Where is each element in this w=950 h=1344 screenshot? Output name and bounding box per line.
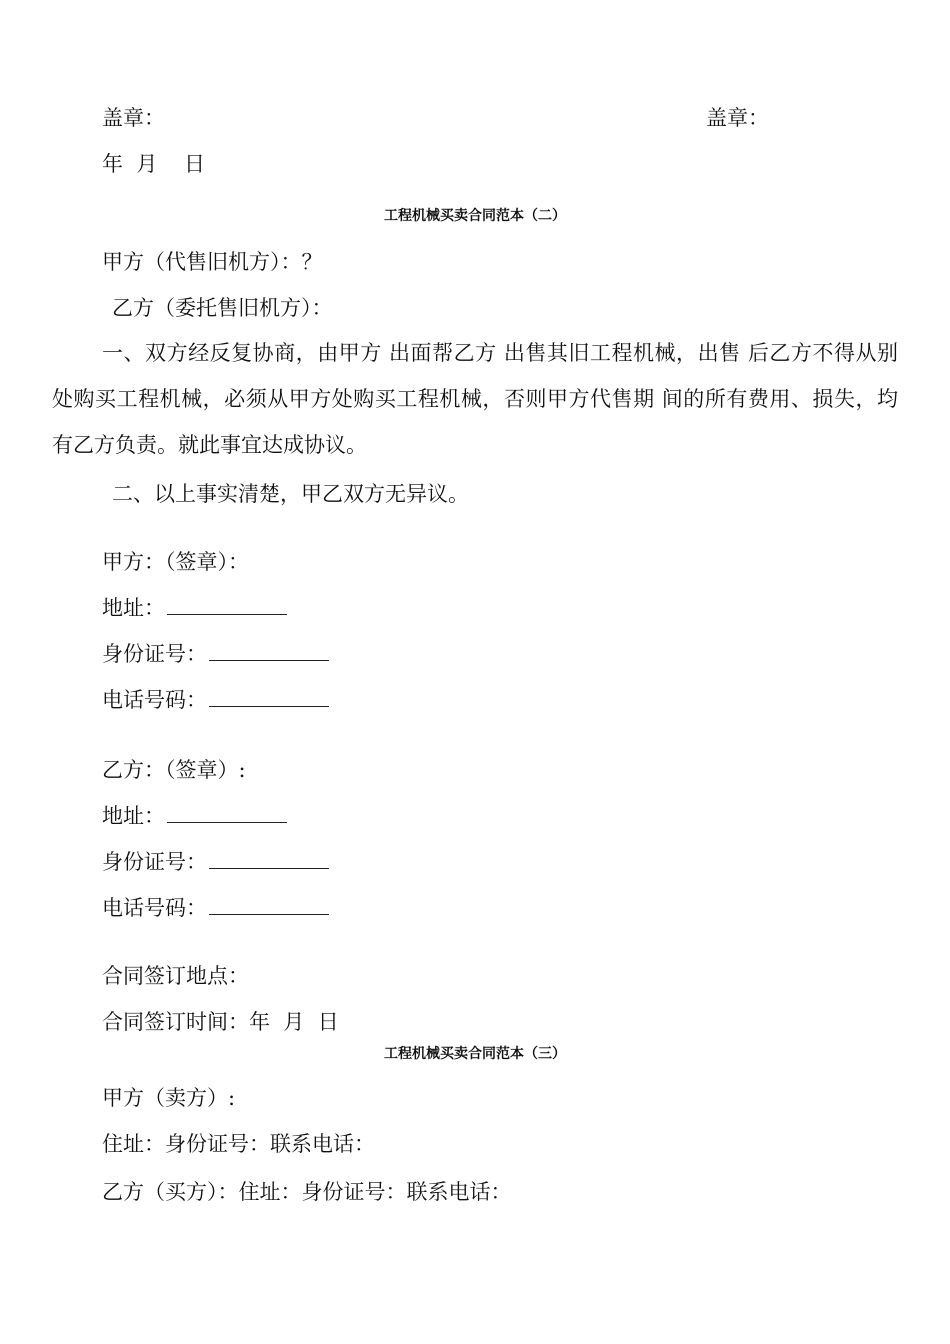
contract2-clause-1: 一、双方经反复协商，由甲方 出面帮乙方 出售其旧工程机械，出售 后乙方不得从别处购买工程机械，必须从甲方处购买工程机械，否则甲方代售期 间的所有费用、损失，均有乙方负责。就此事宜达成协议。: [52, 341, 898, 457]
party-b-sign-label: 乙方：（签章）:: [102, 758, 246, 782]
contract2-party-b: 乙方（委托售旧机方）：: [112, 296, 333, 320]
contract3-title: 工程机械买卖合同范本（三）: [384, 1046, 566, 1062]
contract3-party-b: 乙方（买方）：住址：身份证号：联系电话：: [102, 1180, 512, 1204]
seal-right: 盖章：: [706, 106, 769, 130]
phone-blank: [209, 688, 329, 707]
contract-time: 合同签订时间：年 月 日: [102, 1010, 339, 1034]
phone-label: 电话号码：: [102, 896, 207, 920]
contract3-party-a-info: 住址：身份证号：联系电话：: [102, 1132, 375, 1156]
contract2-party-a: 甲方（代售旧机方）：？: [102, 250, 323, 274]
phone-blank: [209, 896, 329, 915]
id-label: 身份证号：: [102, 850, 207, 874]
address-blank: [167, 804, 287, 823]
id-label: 身份证号：: [102, 642, 207, 666]
id-blank: [209, 850, 329, 869]
party-a-id: [102, 640, 329, 668]
party-b-id: [102, 848, 329, 876]
party-b-phone: [102, 894, 329, 922]
contract2-title: 工程机械买卖合同范本（二）: [384, 208, 566, 224]
party-b-address: [102, 802, 287, 830]
contract3-party-a: 甲方（卖方）:: [102, 1086, 236, 1110]
contract-place: 合同签订地点：: [102, 964, 249, 988]
id-blank: [209, 642, 329, 661]
party-a-address: [102, 594, 287, 622]
date-line: 年 月 日: [102, 152, 206, 176]
phone-label: 电话号码：: [102, 688, 207, 712]
address-label: 地址：: [102, 596, 165, 620]
seal-left: 盖章：: [102, 106, 165, 130]
party-a-phone: [102, 686, 329, 714]
address-blank: [167, 596, 287, 615]
contract2-clause-2: 二、以上事实清楚，甲乙双方无异议。: [112, 482, 469, 506]
party-a-sign-label: 甲方：（签章）：: [102, 550, 249, 574]
address-label: 地址：: [102, 804, 165, 828]
